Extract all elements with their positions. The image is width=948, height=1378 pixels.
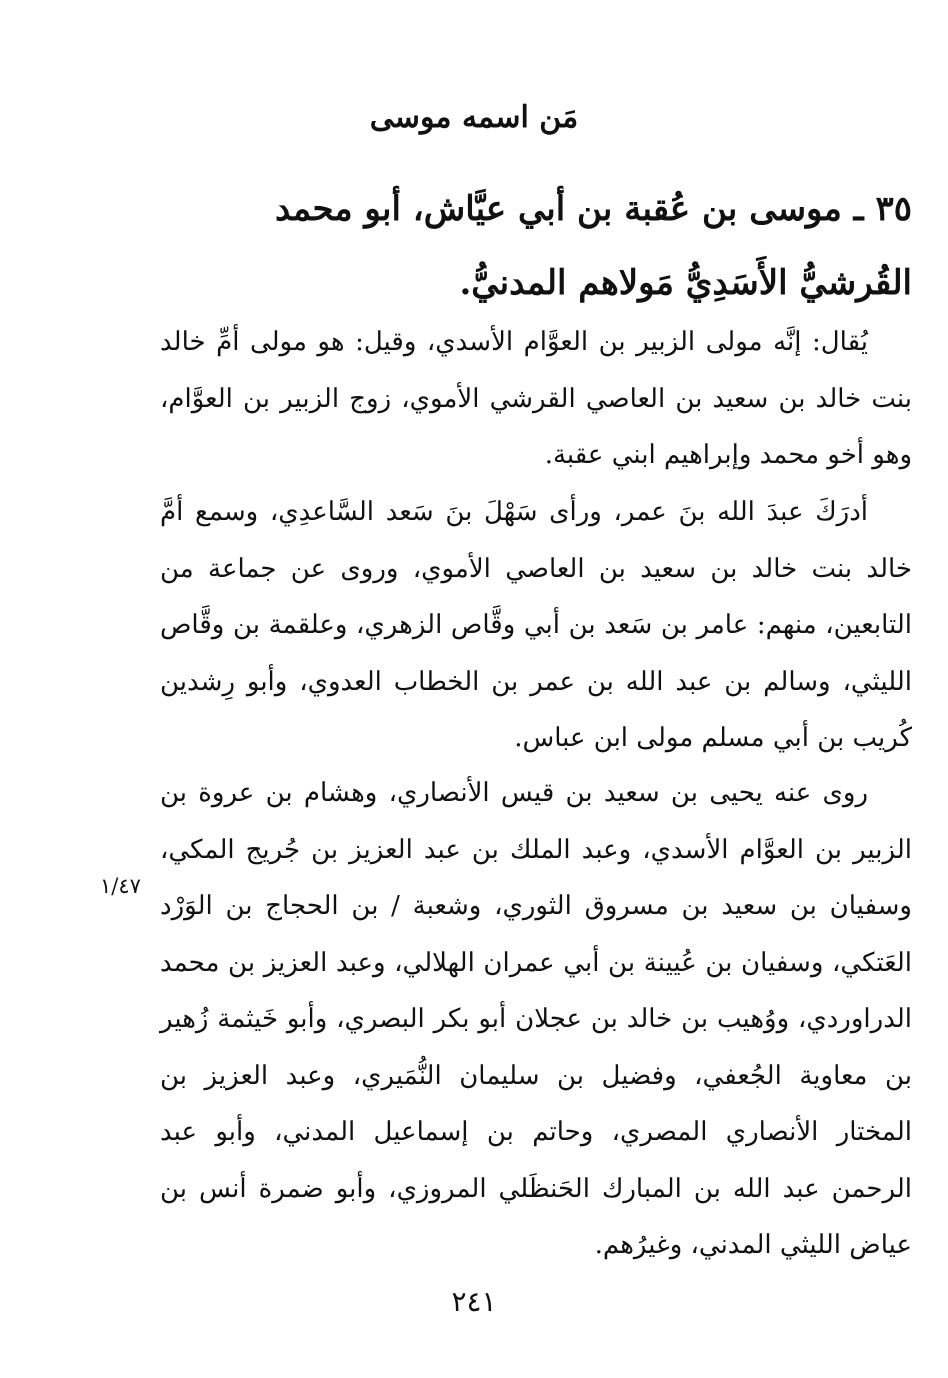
body-paragraph-block [160,765,912,1274]
paragraph-students: روى عنه يحيى بن سعيد بن قيس الأنصاري، وهشام بن عروة بن الزبير بن العوَّام الأسدي، وعبد الملك بن عبد العزيز بن جُريج المكي، وسفيان بن سعيد بن مسروق الثوري، وشعبة / بن الحجاج بن الوَرْد العَتكي، وسفيان بن عُيينة بن أبي عمران الهلالي، وعبد العزيز بن محمد الدراوردي، ووُهيب بن خالد بن عجلان أبو بكر البصري، وأبو خَيثمة زُهير بن معاوية الجُعفي، وفضيل بن سليمان النُّمَيري، وعبد العزيز بن المختار الأنصاري المصري، وحاتم بن إسماعيل المدني، وأبو عبد الرحمن عبد الله بن المبارك الحَنظَلي المروزي، وأبو ضمرة أنس بن عياض الليثي المدني، وغيرُهم. [160,778,912,1260]
page-number: ٢٤١ [451,1285,497,1318]
body-paragraph-block [160,314,912,484]
paragraph-lineage: يُقال: إنَّه مولى الزبير بن العوَّام الأسدي، وقيل: هو مولى أمِّ خالد بنت خالد بن سعيد بن العاصي القرشي الأموي، زوج الزبير بن العوَّام، وهو أخو محمد وإبراهيم ابني عقبة. [160,327,912,470]
entry-title: ٣٥ ـ موسى بن عُقبة بن أبي عيَّاش، أبو محمد القُرشيُّ الأَسَدِيُّ مَولاهم المدنيُّ. [274,189,912,303]
paragraph-teachers: أدرَكَ عبدَ الله بنَ عمر، ورأى سَهْلَ بنَ سَعد السَّاعدِي، وسمع أمَّ خالد بنت خالد بن سعيد بن العاصي الأموي، وروى عن جماعة من التابعين، منهم: عامر بن سَعد بن أبي وقَّاص الزهري، وعلقمة بن وقَّاص الليثي، وسالم بن عبد الله بن عمر بن الخطاب العدوي، وأبو رِشدين كُريب بن أبي مسلم مولى ابن عباس. [160,497,912,753]
margin-page-reference: ١/٤٧ [100,874,141,898]
chapter-heading: مَن اسمه موسى [369,100,579,135]
body-paragraph-block [160,484,912,767]
